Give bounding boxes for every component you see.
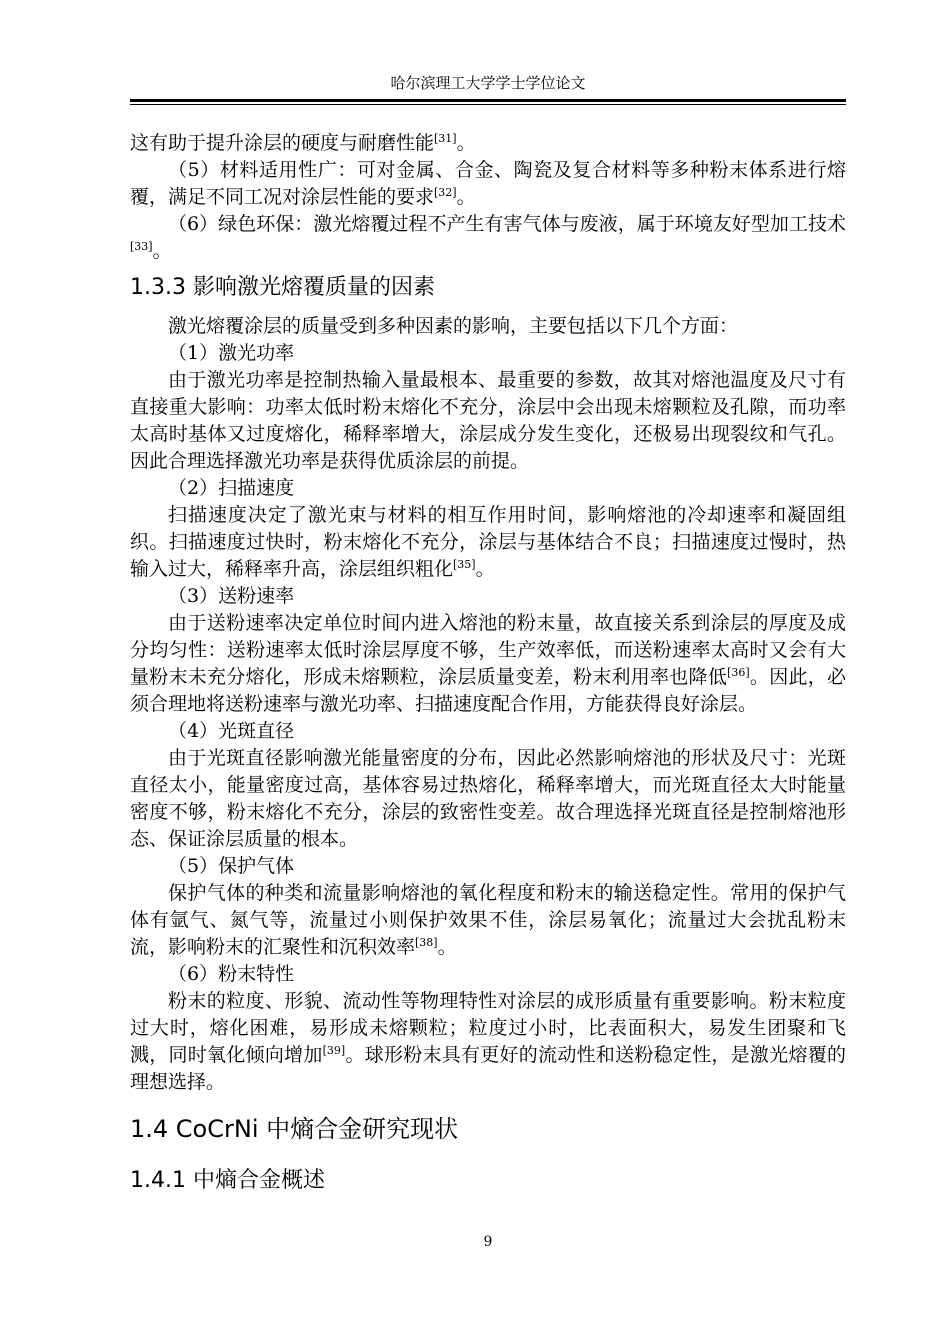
paragraph-text: （6）绿色环保：激光熔覆过程不产生有害气体与废液，属于环境友好型加工技术 <box>168 213 846 235</box>
paragraph-text-end: 。 <box>456 186 476 208</box>
section-heading-1-3-3: 1.3.3 影响激光熔覆质量的因素 <box>130 275 435 300</box>
section-heading-1-4-1: 1.4.1 中熵合金概述 <box>130 1168 325 1193</box>
paragraph-text-end: 。 <box>152 240 172 262</box>
paragraph-text-end: 。 <box>456 132 476 154</box>
subheading-spot-diameter: （4）光斑直径 <box>168 720 295 742</box>
paragraph-text: 粉末的粒度、形貌、流动性等物理特性对涂层的成形质量有重要影响。粉末粒度过大时，熔化困难，易形成未熔颗粒；粒度过小时，比表面积大，易发生团聚和飞溅，同时氧化倾向增加 <box>130 990 846 1066</box>
paragraph-text-end: 。 <box>437 936 457 958</box>
header-rule-thick <box>130 99 846 102</box>
paragraph-green-environmental <box>130 211 846 265</box>
subheading-laser-power: （1）激光功率 <box>168 342 295 364</box>
citation-ref: [33] <box>130 240 153 253</box>
paragraph-text: 扫描速度决定了激光束与材料的相互作用时间，影响熔池的冷却速率和凝固组织。扫描速度过快时，粉末熔化不充分，涂层与基体结合不良；扫描速度过慢时，热输入过大，稀释率升高，涂层组织粗化 <box>130 504 846 580</box>
paragraph-text: （5）材料适用性广：可对金属、合金、陶瓷及复合材料等多种粉末体系进行熔覆，满足不同工况对涂层性能的要求 <box>130 159 846 208</box>
paragraph-text-end: 。球形粉末具有更好的流动性和送粉稳定性，是激光熔覆的理想选择。 <box>130 1044 846 1093</box>
running-header: 哈尔滨理工大学学士学位论文 <box>390 74 586 92</box>
paragraph-material-applicability <box>130 157 846 211</box>
paragraph-powder-properties <box>130 988 846 1096</box>
paragraph-text-end: 。因此，必须合理地将送粉速率与激光功率、扫描速度配合作用，方能获得良好涂层。 <box>130 666 846 715</box>
subheading-scan-speed: （2）扫描速度 <box>168 477 295 499</box>
header-rule-thin <box>130 104 846 105</box>
paragraph-text-end: 。 <box>475 558 495 580</box>
paragraph-text: 这有助于提升涂层的硬度与耐磨性能 <box>130 132 435 154</box>
section-heading-1-4: 1.4 CoCrNi 中熵合金研究现状 <box>130 1115 459 1143</box>
paragraph-text: 保护气体的种类和流量影响熔池的氧化程度和粉末的输送稳定性。常用的保护气体有氩气、氮气等，流量过小则保护效果不佳，涂层易氧化；流量过大会扰乱粉末流，影响粉末的汇聚性和沉积效率 <box>130 882 846 958</box>
subheading-powder-properties: （6）粉末特性 <box>168 963 295 985</box>
paragraph-text: 由于送粉速率决定单位时间内进入熔池的粉末量，故直接关系到涂层的厚度及成分均匀性：送粉速率太低时涂层厚度不够，生产效率低，而送粉速率太高时又会有大量粉末未充分熔化，形成未熔颗粒，涂层质量变差，粉末利用率也降低 <box>130 612 846 688</box>
paragraph-shielding-gas <box>130 880 846 961</box>
citation-ref: [35] <box>453 558 476 571</box>
subheading-feed-rate: （3）送粉速率 <box>168 585 295 607</box>
paragraph-scan-speed <box>130 502 846 583</box>
subheading-shielding-gas: （5）保护气体 <box>168 855 295 877</box>
paragraph-factors-intro: 激光熔覆涂层的质量受到多种因素的影响，主要包括以下几个方面： <box>168 315 739 337</box>
page-number: 9 <box>483 1234 493 1250</box>
paragraph-feed-rate <box>130 610 846 718</box>
paragraph-spot-diameter: 由于光斑直径影响激光能量密度的分布，因此必然影响熔池的形状及尺寸：光斑直径太小，能量密度过高，基体容易过热熔化，稀释率增大，而光斑直径太大时能量密度不够，粉末熔化不充分，涂层的致密性变差。故合理选择光斑直径是控制熔池形态、保证涂层质量的根本。 <box>130 747 846 850</box>
paragraph-laser-power: 由于激光功率是控制热输入量最根本、最重要的参数，故其对熔池温度及尺寸有直接重大影响：功率太低时粉末熔化不充分，涂层中会出现未熔颗粒及孔隙，而功率太高时基体又过度熔化，稀释率增大，涂层成分发生变化，还极易出现裂纹和气孔。因此合理选择激光功率是获得优质涂层的前提。 <box>130 369 846 472</box>
page-body <box>130 130 846 1206</box>
citation-ref: [39] <box>322 1044 346 1057</box>
citation-ref: [31] <box>434 132 457 145</box>
citation-ref: [32] <box>434 186 457 199</box>
citation-ref: [36] <box>727 666 750 679</box>
citation-ref: [38] <box>415 936 438 949</box>
paragraph-hardness-continuation <box>130 130 846 157</box>
